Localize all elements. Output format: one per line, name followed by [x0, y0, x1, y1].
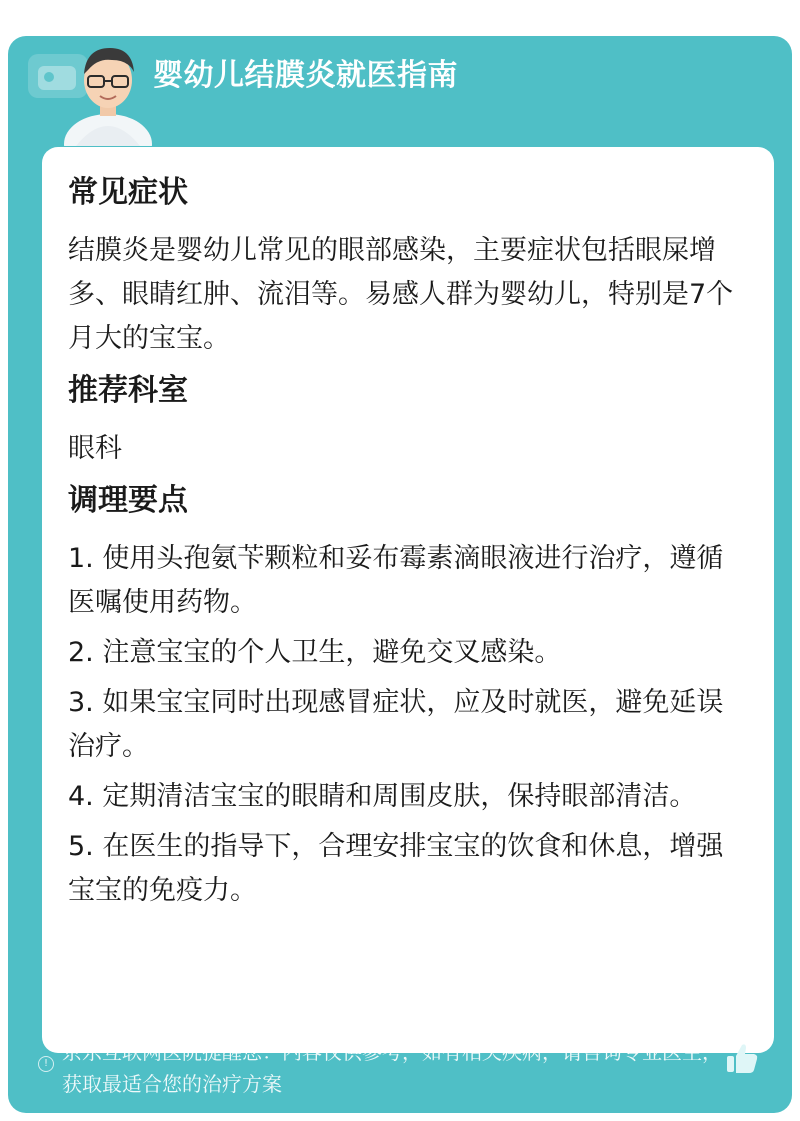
- list-item: 4. 定期清洁宝宝的眼睛和周围皮肤，保持眼部清洁。: [68, 781, 697, 812]
- content-panel: [42, 147, 774, 1053]
- care-list: [68, 537, 748, 913]
- thumbs-up-icon[interactable]: [724, 1040, 760, 1076]
- doctor-avatar-icon: [48, 36, 168, 146]
- page-title: 婴幼儿结膜炎就医指南: [153, 58, 458, 93]
- guide-card: [8, 36, 792, 1113]
- info-icon: !: [38, 1056, 54, 1072]
- symptoms-text: 结膜炎是婴幼儿常见的眼部感染，主要症状包括眼屎增多、眼睛红肿、流泪等。易感人群为婴幼儿，特别是7个月大的宝宝。: [68, 235, 734, 354]
- list-item: 1. 使用头孢氨苄颗粒和妥布霉素滴眼液进行治疗，遵循医嘱使用药物。: [68, 543, 724, 618]
- department-heading: 推荐科室: [68, 373, 188, 408]
- care-heading: 调理要点: [68, 483, 188, 518]
- list-item: 3. 如果宝宝同时出现感冒症状，应及时就医，避免延误治疗。: [68, 687, 724, 762]
- department-text: 眼科: [68, 433, 122, 464]
- footer-notice: 京东互联网医院提醒您：内容仅供参考，如有相关疾病，请咨询专业医生，获取最适合您的治疗方案: [62, 1040, 722, 1096]
- footer: [8, 1036, 792, 1113]
- list-item: 5. 在医生的指导下，合理安排宝宝的饮食和休息，增强宝宝的免疫力。: [68, 831, 724, 906]
- list-item: 2. 注意宝宝的个人卫生，避免交叉感染。: [68, 637, 562, 668]
- symptoms-heading: 常见症状: [68, 175, 188, 210]
